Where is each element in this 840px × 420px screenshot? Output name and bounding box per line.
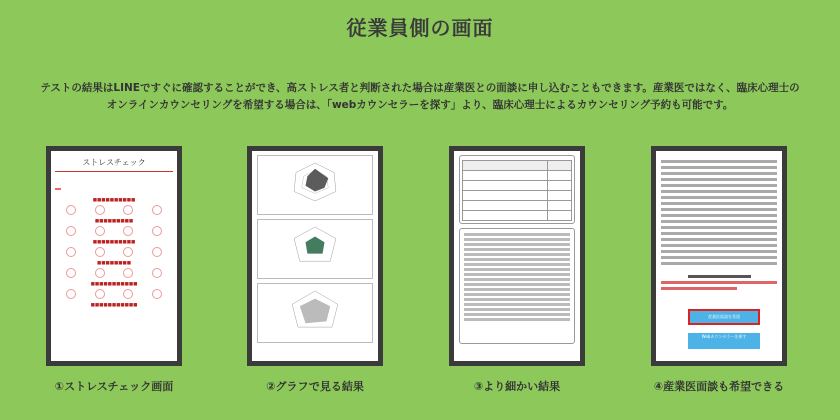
tag xyxy=(55,188,61,190)
question: ■■■■■■■■■■ xyxy=(92,240,136,245)
result-table-box xyxy=(459,155,575,224)
screenshot-doctor-interview xyxy=(651,146,787,366)
screenshot-graph-result xyxy=(247,146,383,366)
description-line-2: オンラインカウンセリングを希望する場合は、「webカウンセラーを探す」より、臨床心理士によるカウンセリング予約も可能です。 xyxy=(106,99,734,111)
question: ■■■■■■■■■ xyxy=(94,219,134,224)
screenshot-detailed-result xyxy=(449,146,585,366)
radar-chart-icon xyxy=(258,286,372,334)
result-table xyxy=(462,160,572,221)
page-description xyxy=(20,80,820,114)
radar-chart-icon xyxy=(258,222,372,270)
question: ■■■■■■■■ xyxy=(96,261,131,266)
description-line-1: テストの結果はLINEですぐに確認することができ、高ストレス者と判断された場合は産業医との面談に申し込むこともできます。産業医ではなく、臨床心理士の xyxy=(40,82,800,94)
caption-detailed-result: ③より細かい結果 xyxy=(473,380,561,393)
caption-graph-result: ②グラフで見る結果 xyxy=(266,380,364,393)
radar-chart-box xyxy=(257,219,373,279)
page-title: 従業員側の画面 xyxy=(346,16,494,40)
question: ■■■■■■■■■■■ xyxy=(90,303,138,308)
caption-doctor-interview: ④産業医面談も希望できる xyxy=(653,380,785,393)
stress-check-heading: ストレスチェック xyxy=(82,158,146,167)
radar-chart-box xyxy=(257,283,373,343)
radar-chart-icon xyxy=(258,158,372,206)
find-web-counselor-button[interactable]: Webカウンセラーを探す xyxy=(688,333,760,349)
request-doctor-interview-button[interactable]: 産業医面談を希望 xyxy=(688,309,760,325)
radar-chart-box xyxy=(257,155,373,215)
result-text-box xyxy=(459,228,575,344)
screenshot-stress-check xyxy=(46,146,182,366)
question: ■■■■■■■■■■■ xyxy=(90,282,138,287)
caption-stress-check: ①ストレスチェック画面 xyxy=(54,380,174,393)
question: ■■■■■■■■■■ xyxy=(92,198,136,203)
